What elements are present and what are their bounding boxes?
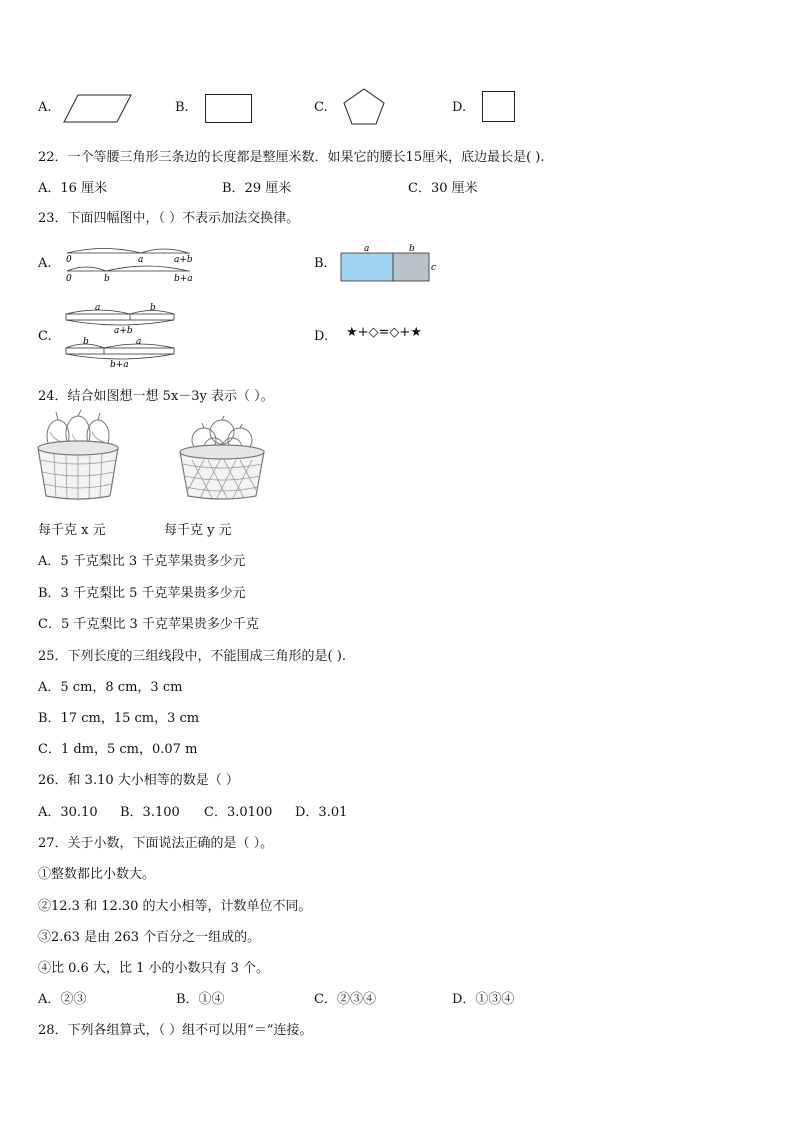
q22-option-a: A．16 厘米 [38,181,108,196]
q23-c-bpa-label: b+a [110,360,129,370]
q24-option-b: B．3 千克梨比 5 千克苹果贵多少元 [38,586,246,601]
apple-basket-image [178,416,266,502]
rectangle-shape [205,94,253,124]
q23-option-b-label: B. [314,256,328,271]
parallelogram-shape [64,94,132,124]
q24-apple-caption: 每千克 y 元 [164,523,232,538]
q23-b-gray-rect [393,253,429,281]
q26-option-b: B．3.100 [120,805,180,820]
q27-option-b: B．①④ [176,992,225,1007]
q23-a-zero-label-2: 0 [66,274,72,284]
q23-c-a-label-1: a [95,303,101,313]
q23-b-a-label: a [364,244,370,254]
q23-a-apb-label: a+b [174,255,193,265]
q27-stem: 27．关于小数，下面说法正确的是（ ）。 [38,836,274,851]
q25-option-a: A．5 cm，8 cm，3 cm [38,680,183,695]
q23-d-formula: ★+◇=◇+★ [346,325,422,340]
pear-basket-image [36,410,120,502]
q26-option-a: A．30.10 [38,805,98,820]
q24-pear-caption: 每千克 x 元 [38,523,106,538]
q23-c-apb-label: a+b [114,326,133,336]
q22-stem: 22．一个等腰三角形三条边的长度都是整厘米数．如果它的腰长15厘米，底边最长是( ). [38,150,545,165]
q24-option-a: A．5 千克梨比 3 千克苹果贵多少元 [38,554,246,569]
q27-option-a: A．②③ [38,992,87,1007]
q23-c-b-label-1: b [150,303,156,313]
pentagon-shape [343,88,385,126]
square-shape [482,91,516,123]
q23-a-number-line-diagram [64,242,194,286]
q23-option-c-label: C. [38,329,52,344]
q23-b-c-label: c [431,263,437,273]
q23-a-a-label: a [138,255,144,265]
q27-statement-2: ②12.3 和 12.30 的大小相等，计数单位不同。 [38,899,312,914]
q23-c-b-label-2: b [83,337,89,347]
q26-stem: 26．和 3.10 大小相等的数是（ ） [38,773,239,788]
q24-stem: 24．结合如图想一想 5x－3y 表示（ ）。 [38,389,274,404]
q27-option-c: C．②③④ [314,992,376,1007]
q24-option-c: C．5 千克梨比 3 千克苹果贵多少千克 [38,617,259,632]
q25-option-b: B．17 cm，15 cm，3 cm [38,711,200,726]
q23-b-blue-rect [341,253,393,281]
q23-b-rectangle-diagram [340,242,445,284]
q21-option-b-label: B. [175,100,189,115]
q27-statement-3: ③2.63 是由 263 个百分之一组成的。 [38,930,261,945]
q27-statement-4: ④比 0.6 大，比 1 小的小数只有 3 个。 [38,961,270,976]
q23-a-zero-label-1: 0 [66,255,72,265]
q26-option-d: D．3.01 [295,805,348,820]
q22-option-c: C．30 厘米 [408,181,478,196]
q23-option-a-label: A. [38,256,52,271]
q23-a-b-label: b [104,274,110,284]
q23-a-bpa-label: b+a [174,274,193,284]
q23-b-b-label: b [409,244,415,254]
q25-option-c: C．1 dm，5 cm，0.07 m [38,742,198,757]
q21-option-c-label: C. [314,100,328,115]
q23-stem: 23．下面四幅图中，（ ）不表示加法交换律。 [38,211,300,226]
q26-option-c: C．3.0100 [204,805,273,820]
q23-option-d-label: D. [314,329,329,344]
q23-c-a-label-2: a [136,337,142,347]
q28-stem: 28．下列各组算式，（ ）组不可以用“＝”连接。 [38,1023,313,1038]
q27-statement-1: ①整数都比小数大。 [38,867,156,882]
q23-c-bar-diagram [64,302,180,368]
q27-option-d: D．①③④ [452,992,515,1007]
q21-option-a-label: A. [38,100,52,115]
q25-stem: 25．下列长度的三组线段中，不能围成三角形的是( ). [38,649,346,664]
q21-option-d-label: D. [452,100,467,115]
q22-option-b: B．29 厘米 [222,181,292,196]
